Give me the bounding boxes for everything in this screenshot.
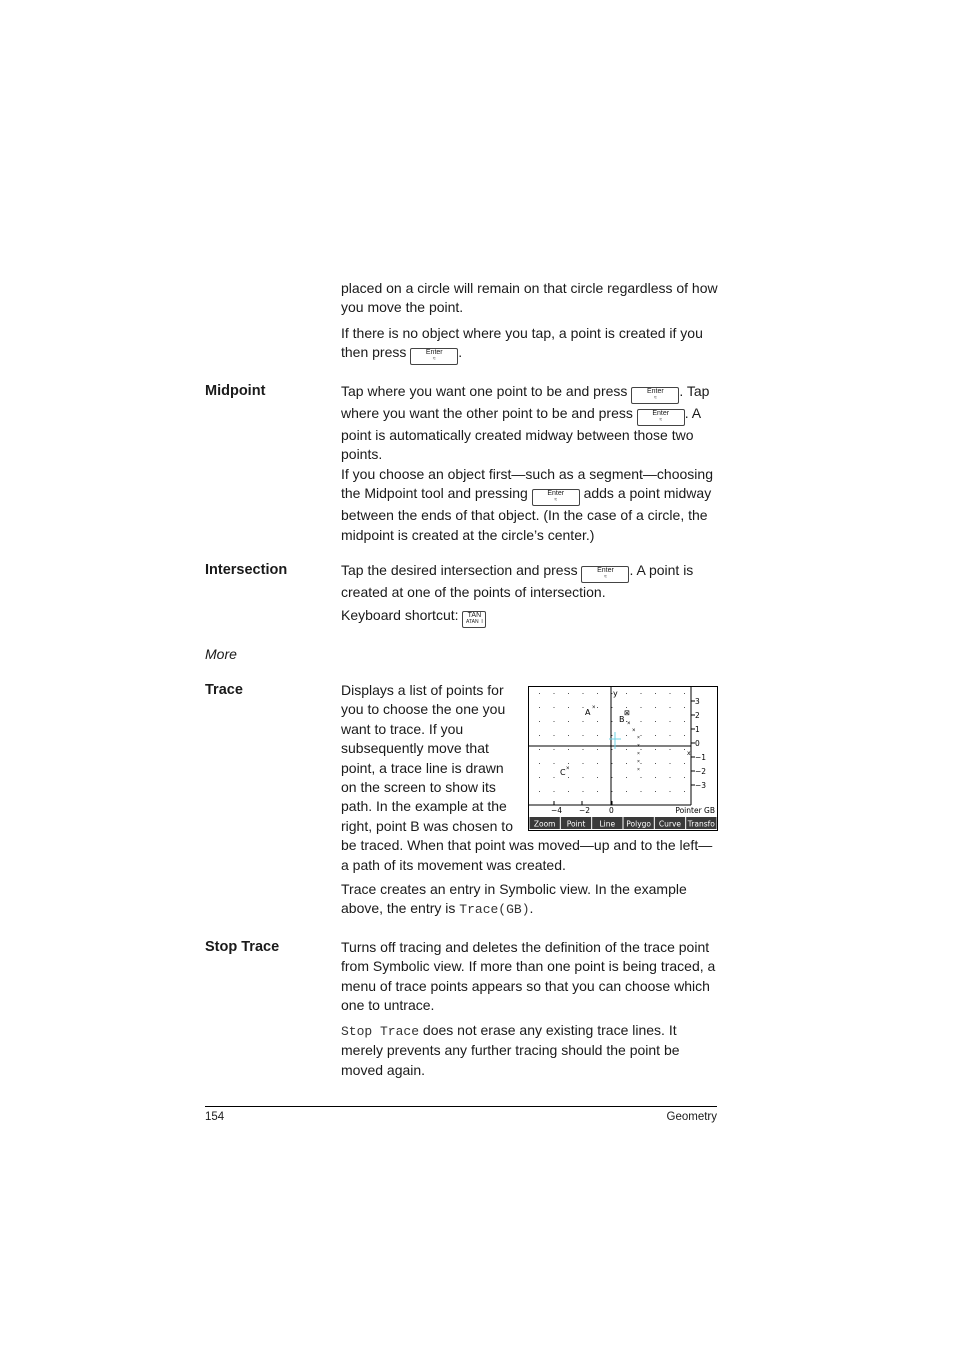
softkey-label: Line bbox=[599, 819, 616, 829]
grid-dot bbox=[612, 791, 613, 792]
grid-dot bbox=[655, 693, 656, 694]
softkey-label: Curve bbox=[658, 819, 682, 829]
grid-dot bbox=[670, 763, 671, 764]
grid-dot bbox=[583, 777, 584, 778]
softkey-menu bbox=[530, 817, 717, 829]
grid-dot bbox=[684, 693, 685, 694]
grid-dot bbox=[626, 777, 627, 778]
grid-dot bbox=[641, 777, 642, 778]
intro-paragraph-2 bbox=[341, 324, 719, 365]
softkey-label: Transfo bbox=[687, 819, 715, 829]
more-heading: More bbox=[205, 646, 237, 662]
enter-key-icon: Enter ≈ bbox=[581, 566, 629, 583]
y-tick-label: −2 bbox=[695, 767, 707, 776]
grid-dot bbox=[612, 707, 613, 708]
grid-dot bbox=[554, 763, 555, 764]
grid-dot bbox=[568, 763, 569, 764]
intersection-paragraph-1: Tap the desired intersection and press Enter ≈ . A point is created at one of the points of intersection. bbox=[341, 562, 694, 600]
softkey-polygo[interactable] bbox=[624, 817, 654, 829]
grid-dot bbox=[554, 707, 555, 708]
grid-dot bbox=[568, 707, 569, 708]
y-tick-labels bbox=[691, 697, 706, 790]
grid-dot bbox=[670, 721, 671, 722]
svg-text:×: × bbox=[637, 743, 640, 749]
grid-dot bbox=[583, 763, 584, 764]
grid-dot bbox=[612, 735, 613, 736]
x-tick-labels bbox=[551, 801, 614, 815]
grid-dot bbox=[626, 749, 627, 750]
grid-dot bbox=[597, 749, 598, 750]
y-tick-label: 3 bbox=[695, 697, 700, 706]
grid-dot bbox=[539, 763, 540, 764]
grid-dot bbox=[597, 777, 598, 778]
softkey-transfo[interactable] bbox=[686, 817, 716, 829]
grid-dot bbox=[641, 721, 642, 722]
x-tick-label: −2 bbox=[579, 806, 591, 815]
grid-dot bbox=[641, 749, 642, 750]
stop-trace-paragraph-2: Stop Trace does not erase any existing trace lines. It merely prevents any further tracing should the point be moved again. bbox=[341, 1022, 680, 1078]
point-c-label: C bbox=[560, 768, 566, 777]
grid-dot bbox=[539, 693, 540, 694]
grid-dot bbox=[612, 749, 613, 750]
grid-dots bbox=[539, 693, 685, 792]
grid-dot bbox=[670, 707, 671, 708]
grid-dot bbox=[670, 749, 671, 750]
x-axis-label: x bbox=[687, 750, 691, 757]
enter-key-icon: Enter ≈ bbox=[637, 409, 685, 426]
term-midpoint: Midpoint bbox=[205, 383, 266, 399]
grid-dot bbox=[684, 735, 685, 736]
grid-dot bbox=[583, 693, 584, 694]
grid-dot bbox=[568, 791, 569, 792]
grid-dot bbox=[655, 721, 656, 722]
svg-text:×: × bbox=[637, 759, 640, 765]
softkey-line[interactable] bbox=[592, 817, 622, 829]
grid-dot bbox=[568, 735, 569, 736]
grid-dot bbox=[597, 721, 598, 722]
grid-dot bbox=[641, 791, 642, 792]
status-text: Pointer GB bbox=[675, 806, 715, 815]
grid-dot bbox=[684, 763, 685, 764]
svg-text:×: × bbox=[632, 728, 636, 734]
term-stop-trace: Stop Trace bbox=[205, 939, 280, 955]
y-tick-label: −3 bbox=[695, 781, 707, 790]
grid-dot bbox=[641, 735, 642, 736]
grid-dot bbox=[626, 707, 627, 708]
grid-dot bbox=[597, 763, 598, 764]
grid-dot bbox=[626, 791, 627, 792]
grid-dot bbox=[568, 749, 569, 750]
grid-dot bbox=[597, 791, 598, 792]
point-b-label: B bbox=[619, 715, 625, 724]
grid-dot bbox=[684, 777, 685, 778]
grid-dot bbox=[655, 749, 656, 750]
softkey-label: Point bbox=[566, 819, 586, 829]
grid-dot bbox=[539, 707, 540, 708]
grid-dot bbox=[655, 735, 656, 736]
point-a-label: A bbox=[585, 708, 591, 717]
term-intersection: Intersection bbox=[205, 562, 288, 578]
stop-trace-code: Stop Trace bbox=[341, 1024, 420, 1039]
point-c-marker: × bbox=[566, 766, 570, 772]
grid-dot bbox=[670, 735, 671, 736]
grid-dot bbox=[554, 721, 555, 722]
svg-text:⊠: ⊠ bbox=[624, 710, 630, 717]
y-axis-label: y bbox=[613, 689, 618, 698]
softkey-point[interactable] bbox=[561, 817, 591, 829]
softkey-label: Zoom bbox=[533, 819, 556, 829]
y-tick-label: 1 bbox=[695, 725, 700, 734]
grid-dot bbox=[655, 777, 656, 778]
grid-dot bbox=[583, 791, 584, 792]
grid-dot bbox=[641, 693, 642, 694]
grid-dot bbox=[539, 749, 540, 750]
svg-text:×: × bbox=[637, 751, 640, 757]
intro-text: If there is no object where you tap, a point is created if you then press bbox=[341, 325, 703, 361]
grid-dot bbox=[684, 707, 685, 708]
grid-dot bbox=[539, 721, 540, 722]
grid-dot bbox=[684, 721, 685, 722]
calculator-screenshot bbox=[528, 686, 718, 831]
grid-dot bbox=[670, 777, 671, 778]
grid-dot bbox=[554, 777, 555, 778]
x-tick-label: 0 bbox=[609, 806, 614, 815]
grid-dot bbox=[568, 693, 569, 694]
grid-dot bbox=[583, 707, 584, 708]
section-name: Geometry bbox=[666, 1111, 717, 1123]
grid-dot bbox=[554, 735, 555, 736]
softkey-curve[interactable] bbox=[655, 817, 685, 829]
grid-dot bbox=[597, 735, 598, 736]
grid-dot bbox=[597, 707, 598, 708]
enter-key-icon: Enter ≈ bbox=[532, 489, 580, 506]
trace-paragraph-2: Trace creates an entry in Symbolic view. In the example above, the entry is Trace(GB). bbox=[341, 881, 687, 918]
grid-dot bbox=[626, 693, 627, 694]
grid-dot bbox=[612, 721, 613, 722]
grid-dot bbox=[655, 791, 656, 792]
grid-dot bbox=[655, 707, 656, 708]
midpoint-paragraph-2: If you choose an object first—such as a segment—choosing the Midpoint tool and pressing Enter ≈ adds a point midway between the ends of that object. (In the case of a circle, the midpoint is created at the circle’s center.) bbox=[341, 466, 713, 543]
geometry-plot bbox=[529, 687, 717, 830]
grid-dot bbox=[626, 763, 627, 764]
grid-dot bbox=[554, 749, 555, 750]
grid-dot bbox=[612, 763, 613, 764]
grid-dot bbox=[626, 735, 627, 736]
grid-dot bbox=[554, 791, 555, 792]
svg-text:×: × bbox=[627, 721, 631, 727]
term-trace: Trace bbox=[205, 682, 243, 698]
grid-dot bbox=[684, 749, 685, 750]
grid-dot bbox=[641, 707, 642, 708]
softkey-label: Polygo bbox=[626, 819, 652, 829]
trace-paragraph-1: Displays a list of points for you to choose the one you want to trace. If you subsequently move that point, a trace line is drawn on the screen to show its path. In the example at the right, point B was chosen to be traced. When that point was moved—up and to the left—a path of its movement was created. bbox=[341, 681, 719, 875]
grid-dot bbox=[670, 791, 671, 792]
grid-dot bbox=[655, 763, 656, 764]
midpoint-paragraph-1: Tap where you want one point to be and press Enter ≈ . Tap where you want the other point to be and press Enter ≈ . A point is automatically created midway between those two points. bbox=[341, 383, 710, 463]
grid-dot bbox=[641, 763, 642, 764]
trace-code: Trace(GB) bbox=[459, 902, 530, 918]
grid-dot bbox=[539, 735, 540, 736]
grid-dot bbox=[597, 693, 598, 694]
intersection-paragraph-2: Keyboard shortcut: TAN ATAN I bbox=[341, 606, 719, 628]
grid-dot bbox=[684, 791, 685, 792]
grid-dot bbox=[539, 791, 540, 792]
y-tick-label: −1 bbox=[695, 753, 707, 762]
grid-dot bbox=[568, 777, 569, 778]
svg-text:×: × bbox=[637, 767, 640, 773]
enter-key-icon: Enter ≈ bbox=[631, 387, 679, 404]
footer-rule bbox=[205, 1106, 717, 1107]
intro-text-end: . bbox=[458, 344, 463, 361]
grid-dot bbox=[583, 721, 584, 722]
intro-paragraph-1: placed on a circle will remain on that circle regardless of how you move the point. bbox=[341, 280, 718, 316]
svg-text:×: × bbox=[637, 735, 640, 741]
grid-dot bbox=[670, 693, 671, 694]
y-tick-label: 2 bbox=[695, 711, 700, 720]
stop-trace-paragraph-1: Turns off tracing and deletes the definition of the trace point from Symbolic view. If more than one point is being traced, a menu of trace points appears so that you can choose which one to untrace. bbox=[341, 939, 716, 1014]
tan-key-icon: TAN ATAN I bbox=[462, 611, 486, 628]
page-number: 154 bbox=[205, 1111, 225, 1123]
enter-key-icon: Enter ≈ bbox=[410, 348, 458, 365]
grid-dot bbox=[568, 721, 569, 722]
grid-dot bbox=[539, 777, 540, 778]
grid-dot bbox=[612, 777, 613, 778]
y-tick-label: 0 bbox=[695, 739, 700, 748]
x-tick-label: −4 bbox=[551, 806, 563, 815]
grid-dot bbox=[583, 749, 584, 750]
point-a-marker: × bbox=[592, 705, 596, 711]
softkey-zoom[interactable] bbox=[530, 817, 560, 829]
grid-dot bbox=[583, 735, 584, 736]
grid-dot bbox=[554, 693, 555, 694]
